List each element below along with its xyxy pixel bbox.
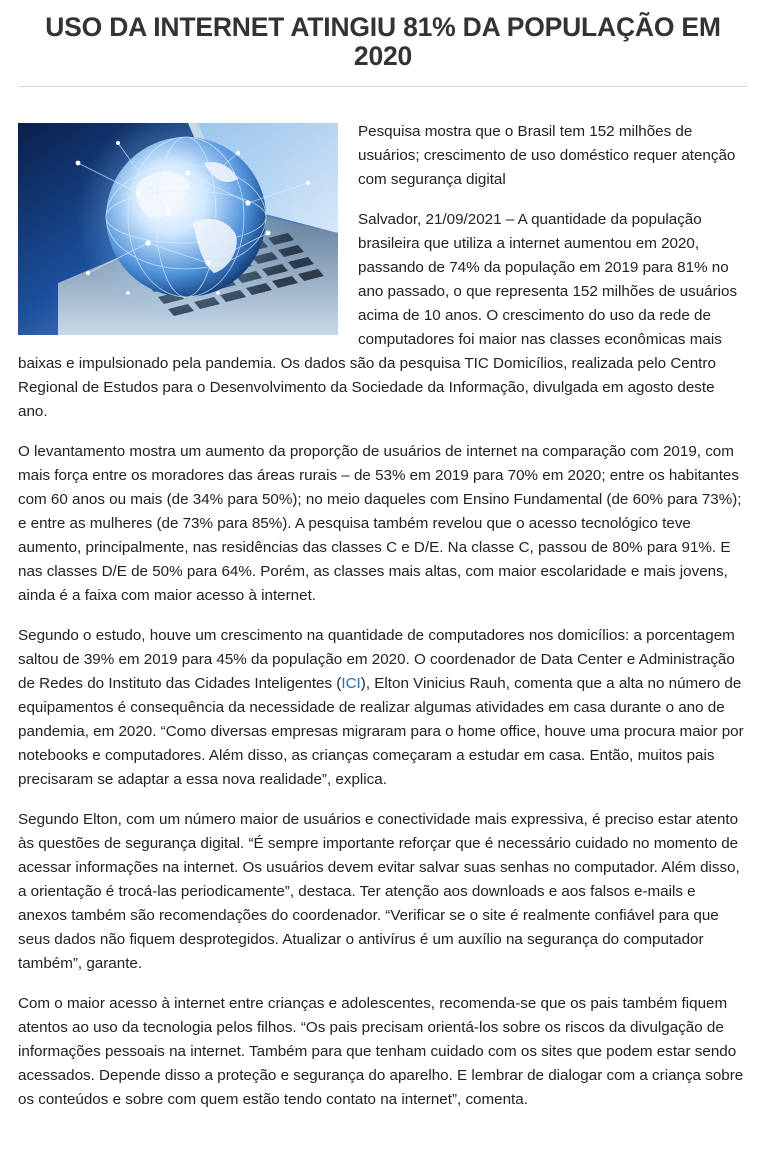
article-title: USO DA INTERNET ATINGIU 81% DA POPULAÇÃO EM 2020 — [45, 12, 721, 71]
article-paragraph-3 — [18, 624, 748, 792]
ici-link[interactable]: ICI — [341, 675, 361, 692]
article-paragraph-1: Salvador, 21/09/2021 – A quantidade da população brasileira que utiliza a internet aumentou em 2020, passando de 74% da população em 2019 para 81% no ano passado, o que representa 152 milhões de usuários acima de 10 anos. O crescimento do uso da rede de computadores foi maior nas classes econômicas mais baixas e impulsionado pela pandemia. Os dados são da pesquisa TIC Domicílios, realizada pelo Centro Regional de Estudos para o Desenvolvimento da Sociedade da Informação, divulgada em agosto deste ano. — [18, 211, 738, 420]
hero-image — [18, 123, 338, 335]
paragraph-3-text-after: ), Elton Vinicius Rauh, comenta que a alta no número de equipamentos é consequência da necessidade de realizar algumas atividades em casa durante o ano de pandemia, em 2020. “Como diversas empresas migraram para o home office, houve uma procura maior por notebooks e computadores. Além disso, as crianças começaram a estudar em casa. Então, muitos pais precisaram se adaptar a essa nova realidade”, explica. — [18, 675, 744, 788]
article-paragraph-2: O levantamento mostra um aumento da proporção de usuários de internet na comparação com 2019, com mais força entre os moradores das áreas rurais – de 53% em 2019 para 70% em 2020; entre os habitantes com 60 anos ou mais (de 34% para 50%); no meio daqueles com Ensino Fundamental (de 60% para 73%); e entre as mulheres (de 73% para 85%). A pesquisa também revelou que o acesso tecnológico teve aumento, principalmente, nas residências das classes C e D/E. Na classe C, passou de 80% para 91%. E nas classes D/E de 50% para 64%. Porém, as classes mais altas, com maior escolaridade e mais jovens, ainda é a faixa com maior acesso à internet. — [18, 443, 742, 604]
paragraph-3-text-before: Segundo o estudo, houve um crescimento na quantidade de computadores nos domicílios: a porcentagem saltou de 39% em 2019 para 45% da população em 2020. O coordenador de Data Center e Administração de Redes do Instituto das Cidades Inteligentes ( — [18, 627, 735, 692]
article-subtitle: Pesquisa mostra que o Brasil tem 152 milhões de usuários; crescimento de uso doméstico requer atenção com segurança digital — [358, 123, 736, 188]
article-paragraph-5: Com o maior acesso à internet entre crianças e adolescentes, recomenda-se que os pais também fiquem atentos ao uso da tecnologia pelos filhos. “Os pais precisam orientá-los sobre os riscos da divulgação de informações pessoais na internet. Também para que tenham cuidado com os sites que podem estar sendo acessados. Depende disso a proteção e segurança do aparelho. E lembrar de dialogar com a criança sobre os conteúdos e sobre com quem estão tendo contato na internet”, comenta. — [18, 995, 744, 1108]
article-paragraph-4: Segundo Elton, com um número maior de usuários e conectividade mais expressiva, é preciso estar atento às questões de segurança digital. “É sempre importante reforçar que é necessário cuidado no momento de acessar informações na internet. Os usuários devem evitar salvar suas senhas no computador. Além disso, a orientação é trocá-las periodicamente”, destaca. Ter atenção aos downloads e aos falsos e-mails e anexos também são recomendações do coordenador. “Verificar se o site é realmente confiável para que seus dados não fiquem desprotegidos. Atualizar o antivírus é um auxílio na segurança do computador também”, garante. — [18, 811, 740, 972]
article-body — [18, 87, 748, 1112]
